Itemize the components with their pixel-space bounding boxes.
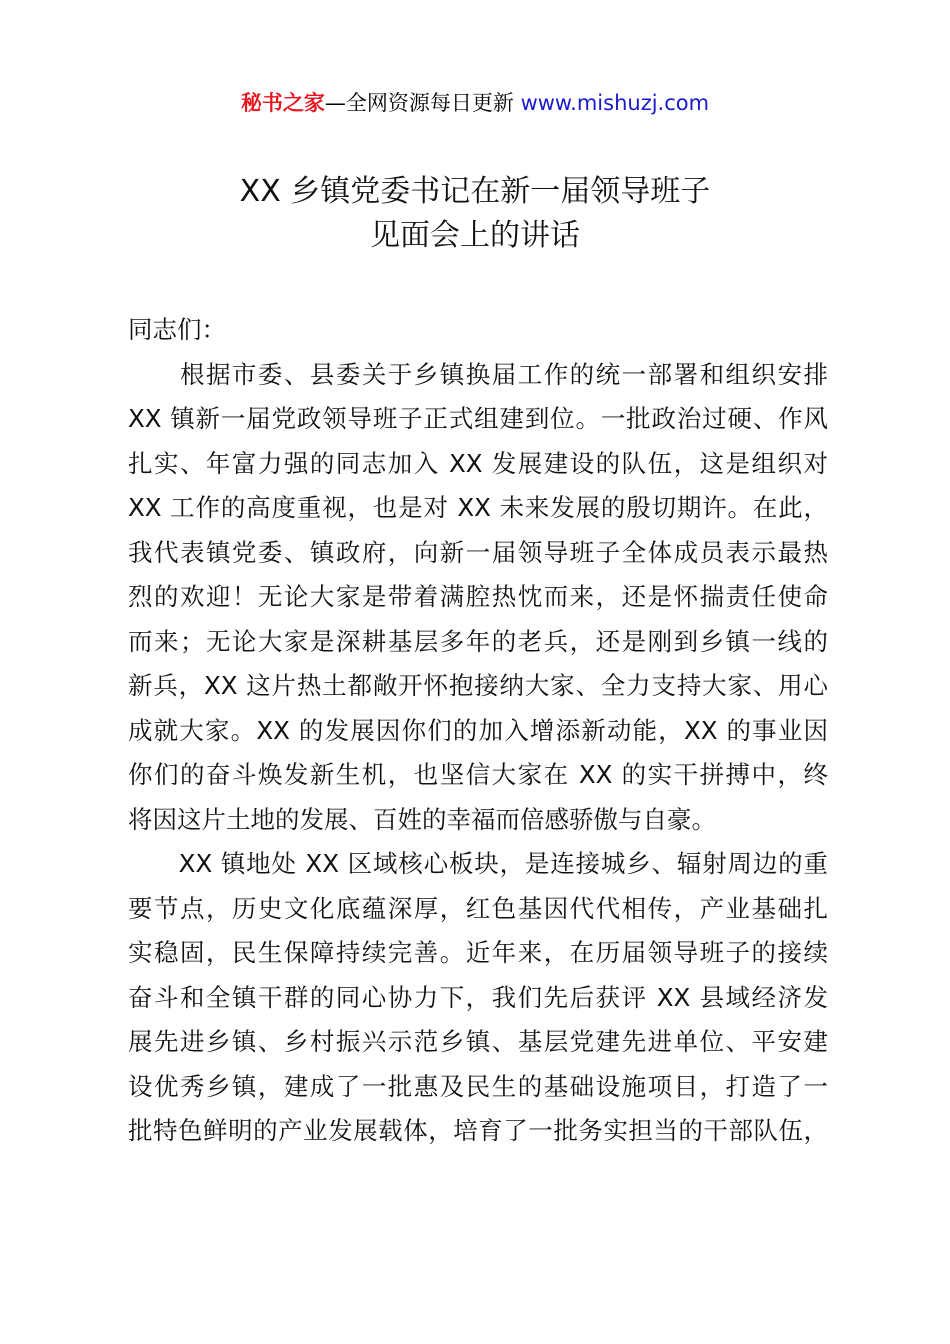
title-line: 见面会上的讲话 <box>370 218 580 253</box>
paragraph <box>128 842 828 1154</box>
document-title <box>0 170 950 258</box>
text-line: 实稳固，民生保障持续完善。近年来，在历届领导班子的接续 <box>128 938 828 967</box>
site-tagline: —全网资源每日更新 <box>324 91 514 115</box>
text-line: XX 镇地处 XX 区域核心板块，是连接城乡、辐射周边的重 <box>128 849 828 878</box>
text-line: 设优秀乡镇，建成了一批惠及民生的基础设施项目，打造了一 <box>128 1071 828 1101</box>
text-line: 要节点，历史文化底蕴深厚，红色基因代代相传，产业基础扎 <box>128 893 828 923</box>
paragraph <box>128 353 828 843</box>
text-line: 新兵，XX 这片热土都敞开怀抱接纳大家、全力支持大家、用心 <box>128 671 828 700</box>
text-line: 你们的奋斗焕发新生机，也坚信大家在 XX 的实干拼搏中，终 <box>128 760 828 789</box>
text-line: 而来；无论大家是深耕基层多年的老兵，还是刚到乡镇一线的 <box>128 626 828 656</box>
site-brand: 秘书之家 <box>240 91 325 115</box>
text-line: 成就大家。XX 的发展因你们的加入增添新动能，XX 的事业因 <box>128 715 828 745</box>
text-line: XX 镇新一届党政领导班子正式组建到位。一批政治过硬、作风 <box>128 404 828 433</box>
text-line: 扎实、年富力强的同志加入 XX 发展建设的队伍，这是组织对 <box>128 448 828 478</box>
text-line: 将因这片土地的发展、百姓的幸福而倍感骄傲与自豪。 <box>128 804 716 834</box>
site-url-link[interactable]: www.mishuzj.com <box>520 91 710 115</box>
text-line: 展先进乡镇、乡村振兴示范乡镇、基层党建先进单位、平安建 <box>128 1027 828 1056</box>
text-line: 根据市委、县委关于乡镇换届工作的统一部署和组织安排 <box>128 359 828 389</box>
salutation: 同志们： <box>128 315 226 344</box>
text-line: 我代表镇党委、镇政府，向新一届领导班子全体成员表示最热 <box>128 537 828 567</box>
site-header <box>0 88 950 118</box>
text-line: XX 工作的高度重视，也是对 XX 未来发展的殷切期许。在此， <box>128 493 828 522</box>
title-line: XX 乡镇党委书记在新一届领导班子 <box>239 174 711 209</box>
text-line: 烈的欢迎！无论大家是带着满腔热忱而来，还是怀揣责任使命 <box>128 582 828 611</box>
document-body <box>128 308 828 1154</box>
text-line: 奋斗和全镇干群的同心协力下，我们先后获评 XX 县域经济发 <box>128 982 828 1012</box>
text-line: 批特色鲜明的产业发展载体，培育了一批务实担当的干部队伍， <box>128 1116 828 1145</box>
